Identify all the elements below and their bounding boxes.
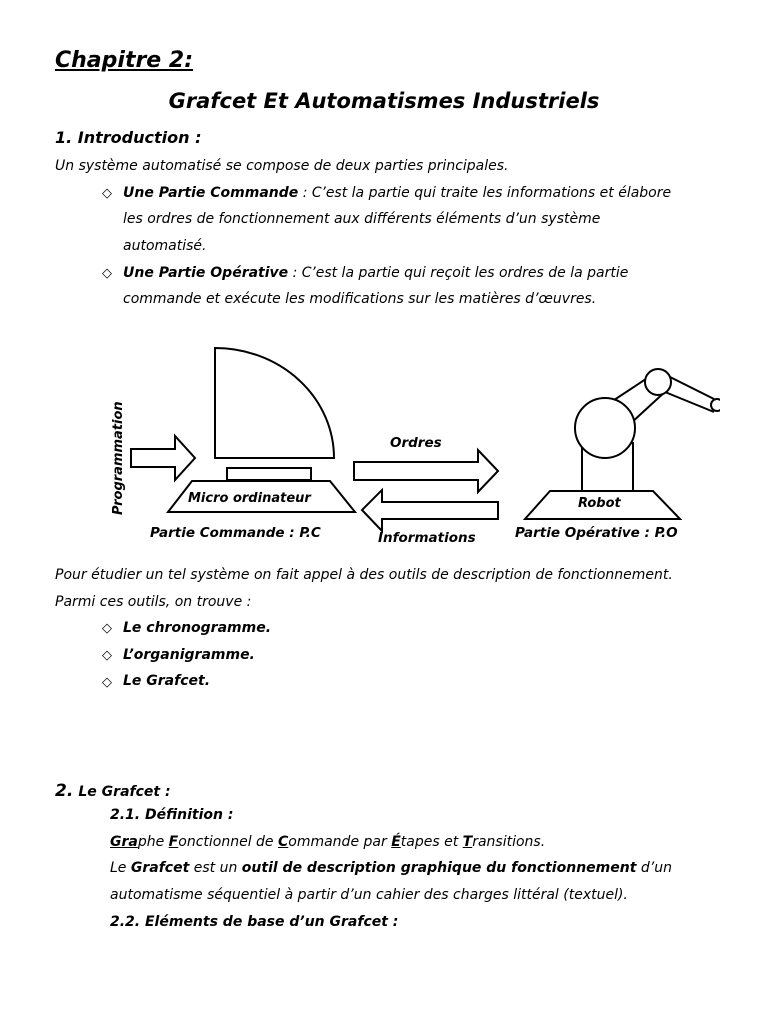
- diamond-bullet-icon: ◇: [102, 648, 112, 663]
- definition-part: Le: [110, 860, 131, 876]
- subsection-2-2-heading: 2.2. Eléments de base d’un Grafcet :: [110, 914, 399, 930]
- ordres-arrow-icon: [354, 450, 498, 492]
- bullet-text: : C’est la partie qui reçoit les ordres de la partie: [288, 265, 629, 281]
- acronym-rest: ransitions.: [472, 834, 546, 850]
- programmation-arrow-icon: [131, 436, 195, 480]
- bullet-text: : C’est la partie qui traite les informations et élabore: [298, 185, 672, 201]
- definition-part: d’un: [636, 860, 672, 876]
- robot-icon: [525, 369, 720, 519]
- diamond-bullet-icon: ◇: [102, 675, 112, 690]
- acronym-rest: phe: [137, 834, 169, 850]
- section-2-number: 2.: [55, 781, 74, 801]
- bullet-partie-operative: [123, 265, 628, 281]
- tool-item: Le Grafcet.: [123, 673, 211, 689]
- system-diagram: [100, 340, 720, 555]
- programmation-label: Programmation: [111, 401, 126, 515]
- tools-intro: Parmi ces outils, on trouve :: [55, 594, 252, 610]
- computer-stand: [227, 468, 311, 480]
- informations-label: Informations: [378, 530, 476, 546]
- section-2-heading: [55, 781, 171, 801]
- diamond-bullet-icon: ◇: [102, 621, 112, 636]
- acronym-line: [110, 834, 545, 850]
- definition-line: [110, 860, 672, 876]
- definition-line: automatisme séquentiel à partir d’un cahier des charges littéral (textuel).: [110, 887, 628, 903]
- section-1-heading: 1. Introduction :: [55, 128, 202, 147]
- diamond-bullet-icon: ◇: [102, 186, 112, 201]
- bullet-text: commande et exécute les modifications sur les matières d’œuvres.: [123, 291, 597, 307]
- bullet-term: Une Partie Commande: [123, 185, 299, 201]
- subsection-2-1-heading: 2.1. Définition :: [110, 807, 234, 823]
- bullet-term: Une Partie Opérative: [123, 265, 289, 281]
- acronym-rest: ommande par: [288, 834, 392, 850]
- pc-label: Partie Commande : P.C: [150, 525, 321, 541]
- diamond-bullet-icon: ◇: [102, 266, 112, 281]
- acronym-letter: C: [277, 834, 289, 850]
- ordres-label: Ordres: [390, 435, 442, 451]
- micro-ordinateur-label: Micro ordinateur: [188, 491, 311, 506]
- acronym-letter: T: [462, 834, 473, 850]
- bullet-partie-commande: [123, 185, 671, 201]
- acronym-rest: tapes et: [400, 834, 463, 850]
- po-label: Partie Opérative : P.O: [515, 525, 678, 541]
- tools-intro: Pour étudier un tel système on fait appel à des outils de description de fonctionnement.: [55, 567, 673, 583]
- chapter-heading: Chapitre 2:: [55, 48, 193, 73]
- tool-item: L’organigramme.: [123, 647, 255, 663]
- tool-item: Le chronogramme.: [123, 620, 272, 636]
- acronym-rest: onctionnel de: [178, 834, 278, 850]
- definition-part: est un: [189, 860, 242, 876]
- definition-part: outil de description graphique du fonctionnement: [241, 860, 637, 876]
- intro-text: Un système automatisé se compose de deux parties principales.: [55, 158, 509, 174]
- acronym-letter: É: [391, 834, 401, 850]
- acronym-letter: Gra: [110, 834, 138, 850]
- page-title: Grafcet Et Automatismes Industriels: [168, 89, 600, 113]
- bullet-text: les ordres de fonctionnement aux différents éléments d’un système: [123, 211, 601, 227]
- informations-arrow-icon: [362, 490, 498, 531]
- acronym-letter: F: [168, 834, 179, 850]
- definition-part: Grafcet: [130, 860, 190, 876]
- section-2-title: Le Grafcet :: [78, 784, 171, 800]
- computer-screen-icon: [215, 348, 334, 458]
- robot-label: Robot: [578, 496, 621, 511]
- bullet-text: automatisé.: [123, 238, 207, 254]
